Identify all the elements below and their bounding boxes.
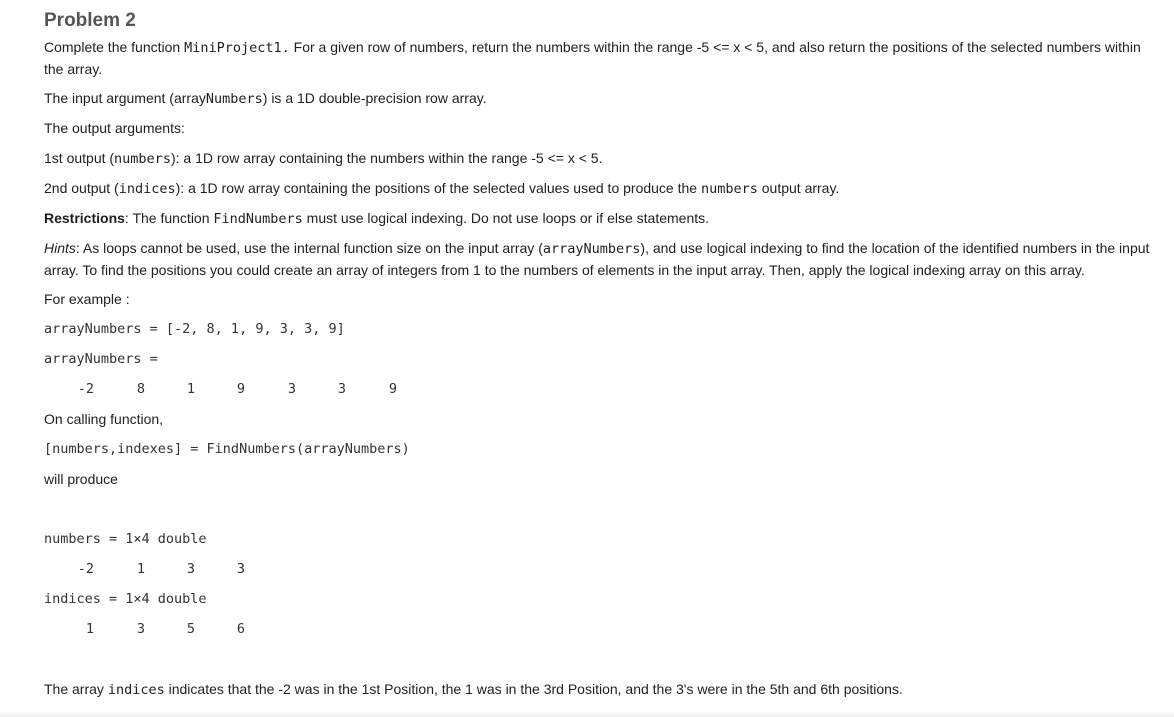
input-argument-line [44, 88, 487, 110]
indices-value: 3 [136, 621, 145, 637]
restrictions-code: FindNumbers [213, 211, 303, 227]
intro-text-1: Complete the function [44, 39, 181, 55]
array-value: 9 [388, 381, 397, 397]
restrictions-line [44, 208, 709, 230]
indices-label: indices = 1×4 double [44, 591, 207, 607]
final-text-2: indicates that the -2 was in the 1st Position, the 1 was in the 3rd Position, and the 3's were in the 5th and 6th positions. [164, 681, 903, 697]
bottom-edge-shadow [0, 711, 1174, 717]
output1-text-1: 1st output ( [44, 150, 115, 166]
intro-func-name: MiniProject1. [184, 40, 290, 56]
input-arg-code: Numbers [205, 91, 263, 107]
numbers-value: 3 [186, 561, 195, 577]
indices-value: 5 [186, 621, 195, 637]
output2-text-1: 2nd output ( [44, 180, 119, 196]
numbers-value: 1 [136, 561, 145, 577]
problem-title: Problem 2 [44, 10, 136, 31]
restrictions-label: Restrictions [44, 210, 125, 226]
numbers-value: 3 [236, 561, 245, 577]
intro-paragraph [44, 37, 1154, 80]
output1-text-2: ): a 1D row array containing the numbers within the range -5 <= x < 5. [170, 150, 603, 166]
input-arg-text-1: The input argument (array [44, 90, 206, 106]
final-line [44, 679, 903, 701]
array-value: 3 [287, 381, 296, 397]
array-value: 9 [236, 381, 245, 397]
hints-text-2: ), and use logical indexing to find the location of the identified numbers in the input array. To find the positions you could create an array of integers from 1 to the numbers of elements in the input array. Then, apply the logical indexing array on this array. [44, 240, 1150, 278]
output2-text-2: ): a 1D row array containing the positions of the selected values used to produce the [175, 180, 701, 196]
code-display: arrayNumbers = [44, 351, 158, 367]
on-calling-label: On calling function, [44, 411, 164, 427]
restrictions-text-2: must use logical indexing. Do not use loops or if else statements. [302, 210, 710, 226]
indices-value: 1 [85, 621, 94, 637]
output2-code: indices [118, 181, 176, 197]
input-arg-text-2: ) is a 1D double-precision row array. [262, 90, 487, 106]
output2-line [44, 178, 839, 200]
array-value: -2 [77, 381, 94, 397]
hints-text-1: : As loops cannot be used, use the internal function size on the input array ( [75, 240, 543, 256]
restrictions-text-1: : The function [124, 210, 214, 226]
output2-code-2: numbers [700, 181, 758, 197]
output2-text-3: output array. [757, 180, 840, 196]
output1-code: numbers [114, 151, 171, 167]
intro-text-2: For a given row of numbers, return the numbers within the range -5 <= x < 5, and also return the positions of the selected numbers within the array. [44, 39, 1141, 77]
code-call: [numbers,indexes] = FindNumbers(arrayNumbers) [44, 441, 410, 457]
array-value: 8 [136, 381, 145, 397]
output-args-heading: The output arguments: [44, 120, 185, 136]
numbers-value: -2 [77, 561, 94, 577]
hints-label: Hints [44, 240, 76, 256]
output1-line [44, 148, 602, 170]
final-text-1: The array [44, 681, 108, 697]
numbers-label: numbers = 1×4 double [44, 531, 207, 547]
array-value: 1 [186, 381, 195, 397]
indices-value: 6 [236, 621, 245, 637]
hints-paragraph [44, 238, 1154, 281]
for-example-label: For example : [44, 291, 130, 307]
array-value: 3 [337, 381, 346, 397]
code-assign: arrayNumbers = [-2, 8, 1, 9, 3, 3, 9] [44, 321, 345, 337]
hints-code: arrayNumbers [542, 241, 641, 257]
final-code: indices [107, 682, 165, 698]
will-produce-label: will produce [44, 471, 118, 487]
